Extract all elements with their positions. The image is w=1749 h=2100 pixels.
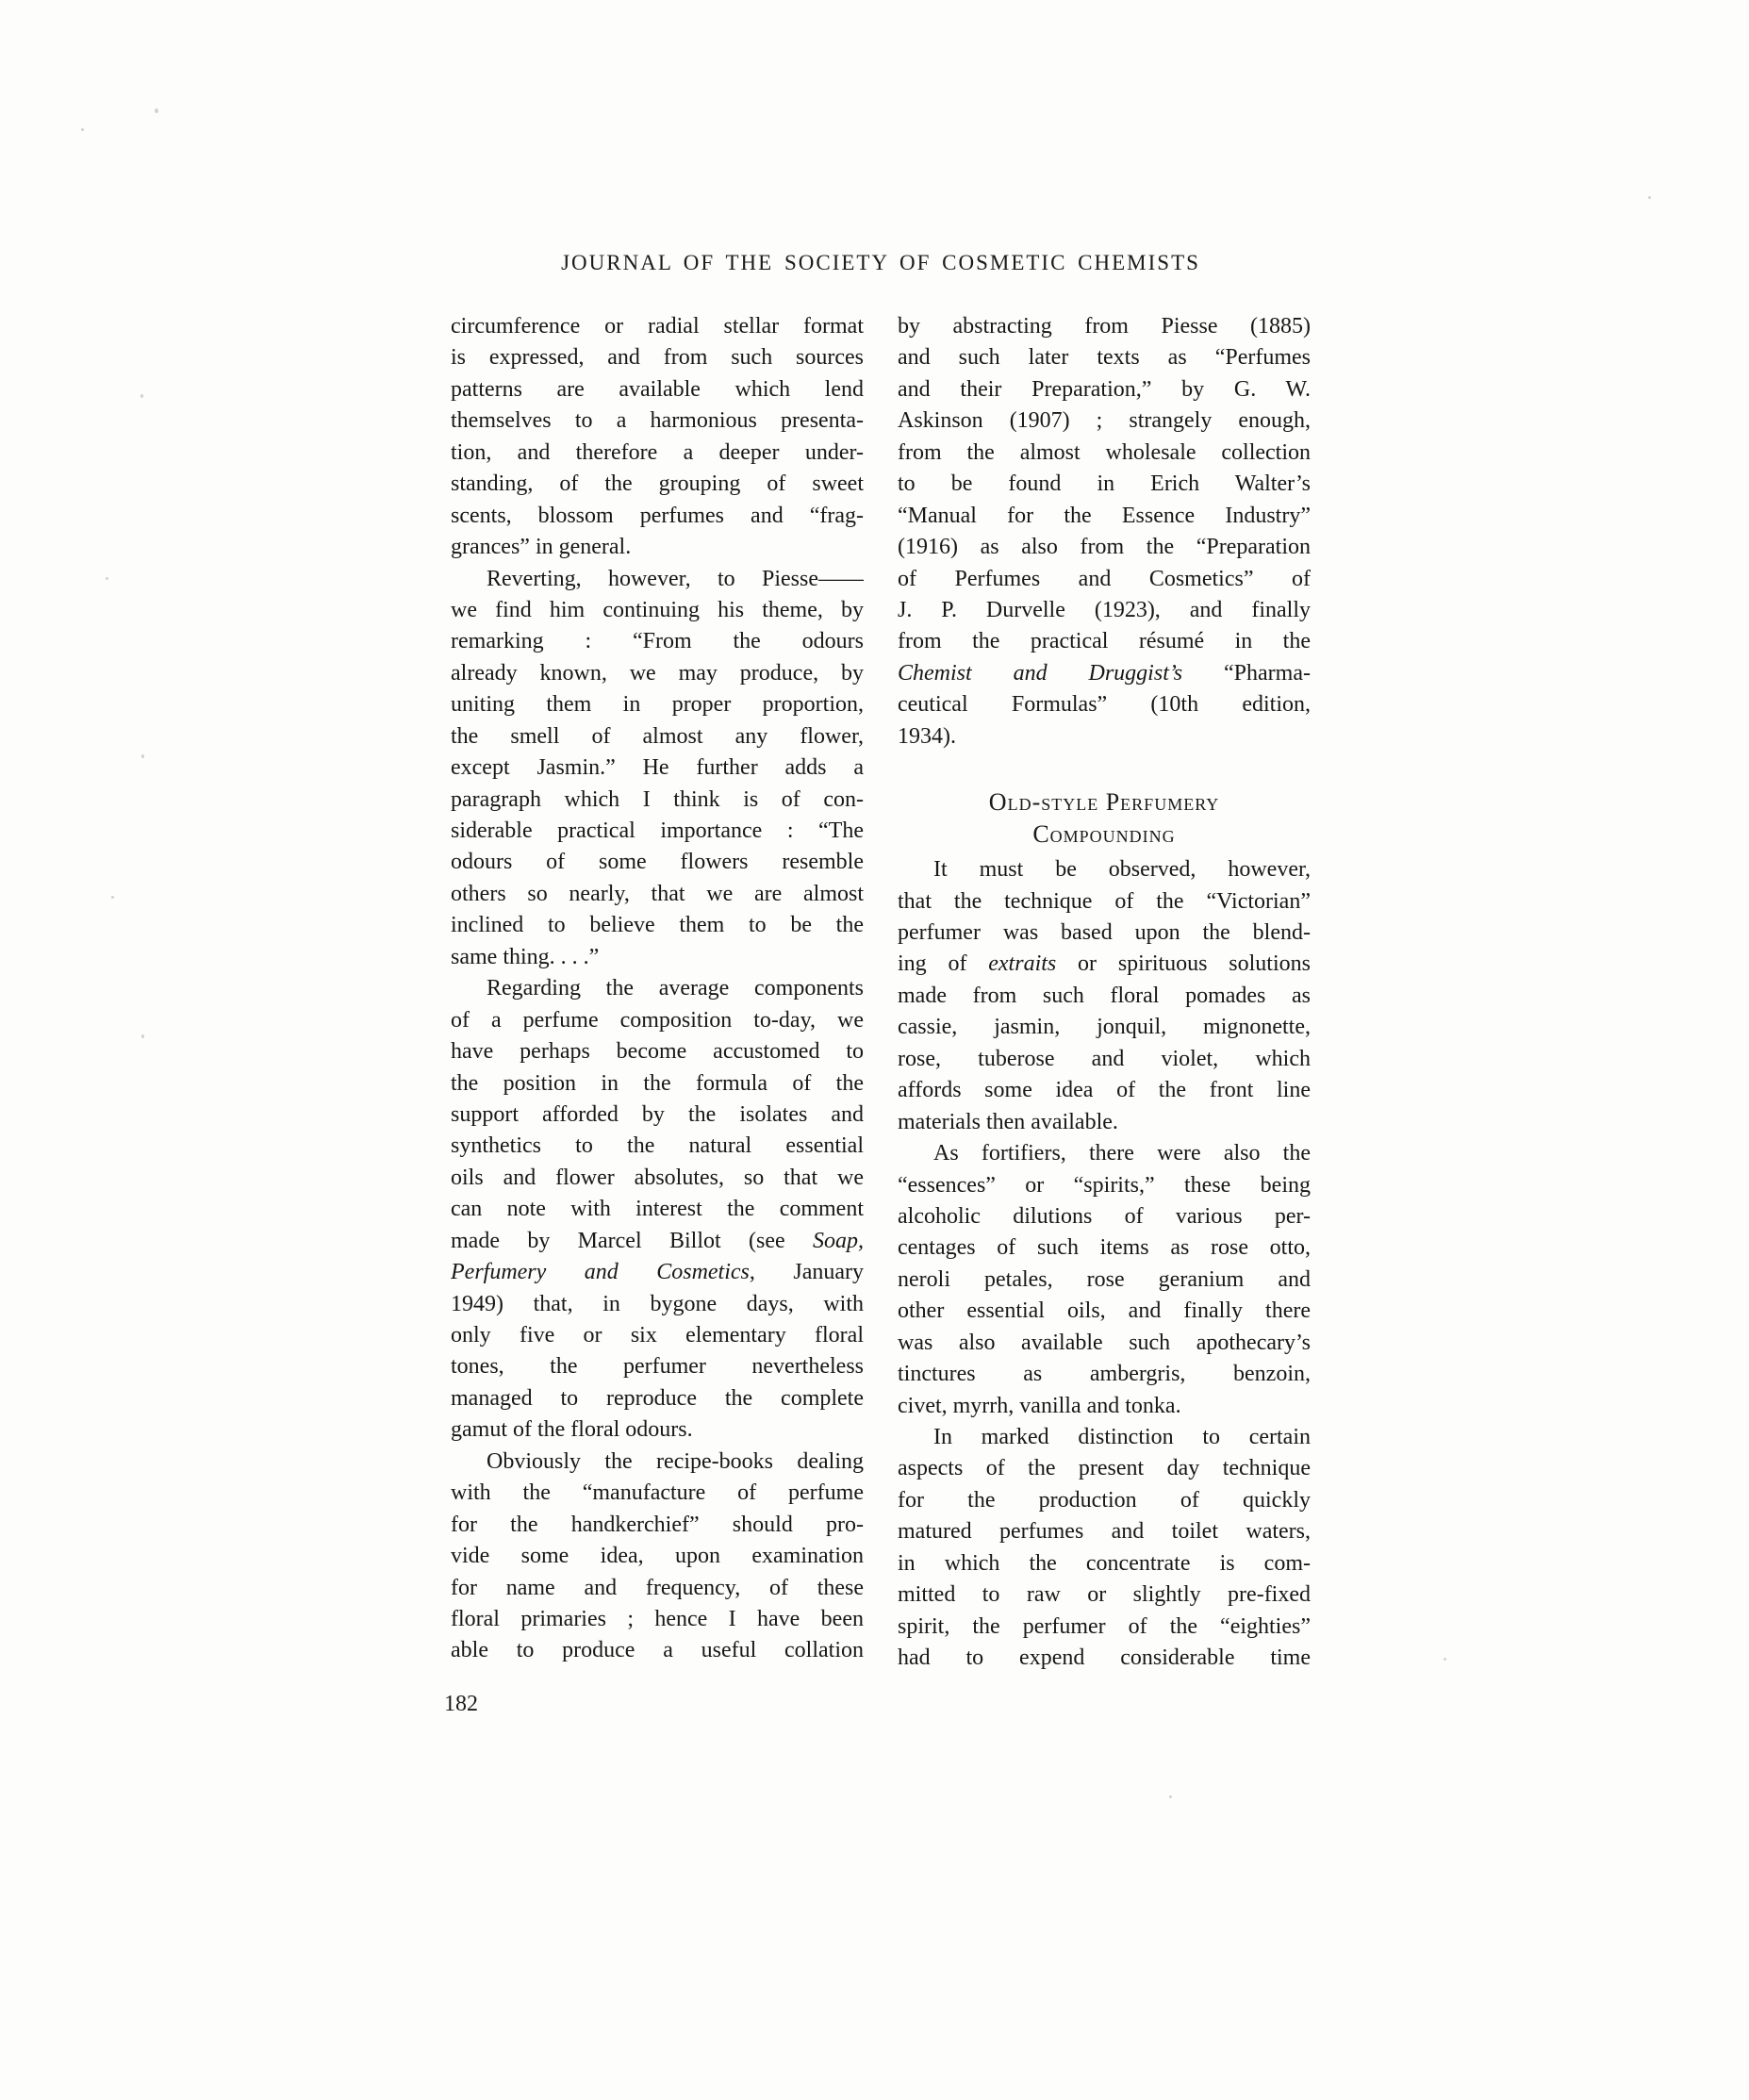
text-line: from the practical résumé in the: [898, 629, 1311, 654]
scan-speck: [1444, 1658, 1446, 1661]
scan-speck: [141, 754, 144, 758]
text-line: J. P. Durvelle (1923), and finally: [898, 597, 1311, 622]
text-line: standing, of the grouping of sweet: [451, 471, 864, 497]
text-line: Reverting, however, to Piesse——: [487, 566, 864, 591]
text-line: scents, blossom perfumes and “frag-: [451, 503, 864, 528]
text-line: cassie, jasmin, jonquil, mignonette,: [898, 1015, 1311, 1040]
text-line: odours of some flowers resemble: [451, 850, 864, 875]
text-line: [898, 658, 1311, 689]
text-run: “Pharma-: [1182, 660, 1311, 686]
text-line: managed to reproduce the complete: [451, 1385, 864, 1411]
text-line: civet, myrrh, vanilla and tonka.: [898, 1393, 1181, 1418]
text-line: [898, 949, 1311, 980]
text-line: uniting them in proper proportion,: [451, 692, 864, 718]
text-line: of a perfume composition to-day, we: [451, 1007, 864, 1033]
text-line: with the “manufacture of perfume: [451, 1480, 864, 1506]
page-number: 182: [444, 1692, 478, 1716]
italic-text-run: Soap,: [813, 1228, 864, 1253]
text-line: gamut of the floral odours.: [451, 1417, 693, 1443]
text-line: vide some idea, upon examination: [451, 1544, 864, 1569]
text-line: have perhaps become accustomed to: [451, 1039, 864, 1065]
text-line: and their Preparation,” by G. W.: [898, 376, 1311, 402]
text-line: made from such floral pomades as: [898, 983, 1311, 1008]
text-line: of Perfumes and Cosmetics” of: [898, 566, 1311, 591]
text-line: matured perfumes and toilet waters,: [898, 1519, 1311, 1545]
text-line: except Jasmin.” He further adds a: [451, 755, 864, 781]
running-head: JOURNAL OF THE SOCIETY OF COSMETIC CHEMISTS: [561, 251, 1200, 274]
text-line: is expressed, and from such sources: [451, 345, 864, 371]
text-line: (1916) as also from the “Preparation: [898, 535, 1311, 560]
text-line: “essences” or “spirits,” these being: [898, 1172, 1311, 1198]
italic-text-run: Chemist and Druggist’s: [898, 660, 1183, 686]
text-line: “Manual for the Essence Industry”: [898, 503, 1311, 528]
text-line: aspects of the present day technique: [898, 1456, 1311, 1481]
text-line: support afforded by the isolates and: [451, 1101, 864, 1127]
text-line: already known, we may produce, by: [451, 660, 864, 686]
text-line: siderable practical importance : “The: [451, 819, 864, 843]
section-heading-line-2: Compounding: [1032, 820, 1176, 849]
text-line: the position in the formula of the: [451, 1070, 864, 1096]
text-line: that the technique of the “Victorian”: [898, 888, 1311, 914]
text-line: by abstracting from Piesse (1885): [898, 314, 1311, 339]
text-line: only five or six elementary floral: [451, 1323, 864, 1348]
text-line: paragraph which I think is of con-: [451, 786, 864, 812]
text-line: for the handkerchief” should pro-: [451, 1512, 864, 1537]
text-line: for name and frequency, of these: [451, 1575, 864, 1600]
text-line: tones, the perfumer nevertheless: [451, 1354, 864, 1380]
text-line: rose, tuberose and violet, which: [898, 1046, 1311, 1071]
text-run: or spirituous solutions: [1056, 951, 1311, 977]
scan-speck: [81, 128, 84, 131]
text-line: mitted to raw or slightly pre-fixed: [898, 1582, 1311, 1608]
scan-speck: [155, 108, 158, 113]
right-column: [898, 311, 1311, 1675]
right-column-text-bottom: [898, 854, 1311, 1674]
text-columns: [451, 311, 1311, 1675]
scan-speck: [141, 1034, 144, 1038]
text-line: As fortifiers, there were also the: [933, 1141, 1311, 1166]
scan-speck: [1648, 196, 1651, 199]
text-run: ing of: [898, 951, 989, 977]
text-line: the smell of almost any flower,: [451, 723, 864, 749]
section-heading: [898, 786, 1311, 851]
text-line: was also available such apothecary’s: [898, 1330, 1311, 1355]
text-line: centages of such items as rose otto,: [898, 1235, 1311, 1261]
section-heading-line-1: Old-style Perfumery: [988, 788, 1220, 817]
text-run: , January: [749, 1260, 864, 1285]
text-line: perfumer was based upon the blend-: [898, 920, 1311, 945]
text-line: spirit, the perfumer of the “eighties”: [898, 1613, 1311, 1639]
text-line: able to produce a useful collation: [451, 1638, 864, 1663]
text-line: others so nearly, that we are almost: [451, 881, 864, 906]
text-line: 1934).: [898, 723, 956, 749]
text-line: to be found in Erich Walter’s: [898, 471, 1311, 497]
text-line: same thing. . . .”: [451, 944, 600, 969]
text-line: patterns are available which lend: [451, 376, 864, 402]
text-line: It must be observed, however,: [933, 857, 1311, 883]
scan-speck: [1169, 1795, 1172, 1798]
text-line: 1949) that, in bygone days, with: [451, 1291, 864, 1316]
text-line: tion, and therefore a deeper under-: [451, 439, 864, 465]
text-line: other essential oils, and finally there: [898, 1298, 1311, 1324]
text-line: tinctures as ambergris, benzoin,: [898, 1362, 1311, 1387]
text-line: Regarding the average components: [487, 976, 864, 1001]
text-line: for the production of quickly: [898, 1487, 1311, 1513]
right-column-text-top: [898, 311, 1311, 752]
text-line: from the almost wholesale collection: [898, 439, 1311, 465]
scan-speck: [111, 896, 114, 899]
text-line: in which the concentrate is com-: [898, 1550, 1311, 1576]
text-line: themselves to a harmonious presenta-: [451, 408, 864, 434]
text-line: floral primaries ; hence I have been: [451, 1606, 864, 1631]
text-line: synthetics to the natural essential: [451, 1133, 864, 1159]
text-line: and such later texts as “Perfumes: [898, 345, 1311, 371]
text-line: remarking : “From the odours: [451, 629, 864, 654]
text-line: [451, 1257, 864, 1288]
text-line: grances” in general.: [451, 535, 632, 560]
text-line: neroli petales, rose geranium and: [898, 1266, 1311, 1292]
text-line: alcoholic dilutions of various per-: [898, 1203, 1311, 1229]
scan-speck: [106, 577, 108, 580]
text-line: Obviously the recipe-books dealing: [487, 1448, 864, 1474]
text-line: circumference or radial stellar format: [451, 314, 864, 339]
text-line: In marked distinction to certain: [933, 1425, 1311, 1449]
text-line: materials then available.: [898, 1109, 1118, 1134]
text-line: affords some idea of the front line: [898, 1078, 1311, 1103]
text-line: we find him continuing his theme, by: [451, 597, 864, 622]
text-line: had to expend considerable time: [898, 1645, 1311, 1671]
scan-speck: [140, 394, 143, 398]
italic-text-run: Perfumery and Cosmetics: [451, 1260, 750, 1285]
italic-text-run: extraits: [988, 951, 1057, 977]
text-line: can note with interest the comment: [451, 1197, 864, 1222]
text-line: Askinson (1907) ; strangely enough,: [898, 408, 1311, 434]
left-column: [451, 311, 864, 1675]
text-run: made by Marcel Billot (see: [451, 1228, 813, 1253]
text-line: [451, 1226, 864, 1257]
text-line: oils and flower absolutes, so that we: [451, 1165, 864, 1190]
text-line: ceutical Formulas” (10th edition,: [898, 692, 1311, 718]
text-line: inclined to believe them to be the: [451, 913, 864, 938]
